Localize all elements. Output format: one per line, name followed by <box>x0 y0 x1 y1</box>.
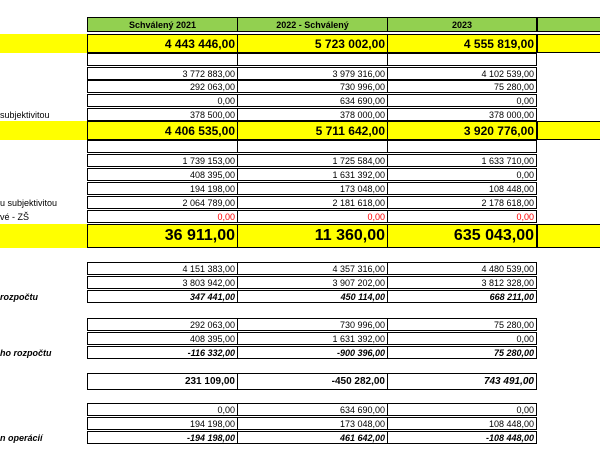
table-row <box>0 417 600 430</box>
row-label[interactable]: subjektivitou <box>0 109 50 120</box>
value-2021[interactable]: 231 109,00 <box>87 373 237 390</box>
row-label[interactable] <box>0 332 87 345</box>
row-label[interactable] <box>0 94 87 107</box>
value-2021[interactable]: 4 151 383,00 <box>87 262 237 275</box>
value-extra[interactable] <box>537 34 600 53</box>
value-2022[interactable]: 1 631 392,00 <box>237 168 387 181</box>
row-label[interactable] <box>0 276 87 289</box>
value-2022[interactable]: 634 690,00 <box>237 94 387 107</box>
value-2022[interactable]: 730 996,00 <box>237 318 387 331</box>
header-2023[interactable]: 2023 <box>387 17 537 32</box>
table-row <box>0 67 600 80</box>
value-2023[interactable]: -108 448,00 <box>387 431 537 444</box>
value-2022[interactable]: 5 711 642,00 <box>237 121 387 140</box>
table-row <box>0 154 600 167</box>
value-2021[interactable]: 408 395,00 <box>87 168 237 181</box>
row-label[interactable]: ho rozpočtu <box>0 347 52 358</box>
value-2022[interactable]: 461 642,00 <box>237 431 387 444</box>
value-2021[interactable]: 2 064 789,00 <box>87 196 237 209</box>
value-2022[interactable]: 0,00 <box>237 210 387 223</box>
row-label[interactable] <box>0 53 87 66</box>
header-extra[interactable] <box>537 17 600 32</box>
value-2022[interactable]: 450 114,00 <box>237 290 387 303</box>
table-row <box>0 182 600 195</box>
value-2022[interactable]: 2 181 618,00 <box>237 196 387 209</box>
value-2022[interactable]: 378 000,00 <box>237 108 387 121</box>
table-row <box>0 276 600 289</box>
value-2023[interactable]: 2 178 618,00 <box>387 196 537 209</box>
row-label[interactable] <box>0 140 87 153</box>
value-2021[interactable]: 292 063,00 <box>87 80 237 93</box>
value-2022[interactable]: 4 357 316,00 <box>237 262 387 275</box>
value-2023[interactable]: 75 280,00 <box>387 346 537 359</box>
value-2023[interactable] <box>387 53 537 66</box>
value-2021[interactable]: 1 739 153,00 <box>87 154 237 167</box>
row-label[interactable] <box>0 373 87 390</box>
row-label[interactable] <box>0 182 87 195</box>
value-2023[interactable]: 108 448,00 <box>387 182 537 195</box>
value-2021[interactable]: -116 332,00 <box>87 346 237 359</box>
row-label[interactable] <box>0 262 87 275</box>
value-2022[interactable] <box>237 140 387 153</box>
table-row <box>0 373 600 390</box>
value-2022[interactable]: -450 282,00 <box>237 373 387 390</box>
value-2022[interactable]: 11 360,00 <box>237 224 387 248</box>
table-row <box>0 121 600 140</box>
value-extra[interactable] <box>537 121 600 140</box>
value-2023[interactable]: 0,00 <box>387 168 537 181</box>
value-2021[interactable]: 0,00 <box>87 94 237 107</box>
value-2023[interactable]: 0,00 <box>387 210 537 223</box>
value-2022[interactable]: 3 907 202,00 <box>237 276 387 289</box>
row-label-cell[interactable] <box>0 17 87 32</box>
value-2021[interactable]: 3 772 883,00 <box>87 67 237 80</box>
value-2022[interactable]: 1 631 392,00 <box>237 332 387 345</box>
value-2021[interactable] <box>87 53 237 66</box>
value-2021[interactable]: 4 406 535,00 <box>87 121 237 140</box>
row-label[interactable] <box>0 154 87 167</box>
value-2021[interactable]: 0,00 <box>87 403 237 416</box>
table-row <box>0 34 600 53</box>
value-2021[interactable]: -194 198,00 <box>87 431 237 444</box>
value-2023[interactable]: 3 920 776,00 <box>387 121 537 140</box>
value-2022[interactable]: -900 396,00 <box>237 346 387 359</box>
value-2023[interactable]: 3 812 328,00 <box>387 276 537 289</box>
value-2021[interactable]: 194 198,00 <box>87 182 237 195</box>
table-row <box>0 108 600 121</box>
table-row <box>0 332 600 345</box>
table-row <box>0 196 600 209</box>
row-label[interactable] <box>0 67 87 80</box>
value-2023[interactable] <box>387 140 537 153</box>
value-2021[interactable] <box>87 140 237 153</box>
table-row <box>0 318 600 331</box>
table-row <box>0 53 600 66</box>
value-2023[interactable]: 4 555 819,00 <box>387 34 537 53</box>
value-2022[interactable]: 5 723 002,00 <box>237 34 387 53</box>
row-label[interactable] <box>0 318 87 331</box>
table-row <box>0 431 600 444</box>
row-label[interactable]: rozpočtu <box>0 291 38 302</box>
table-row <box>0 210 600 223</box>
value-2022[interactable]: 173 048,00 <box>237 417 387 430</box>
value-2021[interactable]: 4 443 446,00 <box>87 34 237 53</box>
row-label[interactable]: vé - ZŠ <box>0 211 30 222</box>
value-2023[interactable]: 635 043,00 <box>387 224 537 248</box>
value-2023[interactable]: 0,00 <box>387 332 537 345</box>
value-2022[interactable]: 173 048,00 <box>237 182 387 195</box>
value-2022[interactable]: 634 690,00 <box>237 403 387 416</box>
value-2023[interactable]: 378 000,00 <box>387 108 537 121</box>
value-2023[interactable]: 75 280,00 <box>387 80 537 93</box>
value-2023[interactable]: 743 491,00 <box>387 373 537 390</box>
value-2021[interactable]: 194 198,00 <box>87 417 237 430</box>
row-label[interactable] <box>0 80 87 93</box>
value-2022[interactable]: 730 996,00 <box>237 80 387 93</box>
table-row <box>0 262 600 275</box>
row-label[interactable] <box>0 168 87 181</box>
value-2023[interactable]: 108 448,00 <box>387 417 537 430</box>
value-2021[interactable]: 347 441,00 <box>87 290 237 303</box>
row-label[interactable]: u subjektivitou <box>0 197 58 208</box>
row-label[interactable] <box>0 34 87 53</box>
value-2021[interactable]: 378 500,00 <box>87 108 237 121</box>
header-schvaleny-2021[interactable]: Schválený 2021 <box>87 17 237 32</box>
table-row <box>0 224 600 248</box>
row-label[interactable] <box>0 224 87 248</box>
header-row <box>0 17 600 32</box>
value-2021[interactable]: 3 803 942,00 <box>87 276 237 289</box>
value-2023[interactable]: 75 280,00 <box>387 318 537 331</box>
row-label[interactable] <box>0 121 87 140</box>
value-2022[interactable]: 1 725 584,00 <box>237 154 387 167</box>
table-row <box>0 346 600 359</box>
table-row <box>0 168 600 181</box>
table-row <box>0 94 600 107</box>
table-row <box>0 140 600 153</box>
value-2023[interactable]: 0,00 <box>387 94 537 107</box>
value-2021[interactable]: 36 911,00 <box>87 224 237 248</box>
table-row <box>0 80 600 93</box>
value-extra[interactable] <box>537 224 600 248</box>
table-row <box>0 290 600 303</box>
value-2021[interactable]: 292 063,00 <box>87 318 237 331</box>
row-label[interactable]: n operácií <box>0 432 43 443</box>
value-2022[interactable]: 3 979 316,00 <box>237 67 387 80</box>
row-label[interactable] <box>0 417 87 430</box>
value-2023[interactable]: 1 633 710,00 <box>387 154 537 167</box>
value-2022[interactable] <box>237 53 387 66</box>
header-2022-schvaleny[interactable]: 2022 - Schválený <box>237 17 387 32</box>
value-2023[interactable]: 4 480 539,00 <box>387 262 537 275</box>
value-2021[interactable]: 408 395,00 <box>87 332 237 345</box>
table-row <box>0 403 600 416</box>
value-2023[interactable]: 668 211,00 <box>387 290 537 303</box>
value-2023[interactable]: 4 102 539,00 <box>387 67 537 80</box>
value-2023[interactable]: 0,00 <box>387 403 537 416</box>
row-label[interactable] <box>0 403 87 416</box>
value-2021[interactable]: 0,00 <box>87 210 237 223</box>
